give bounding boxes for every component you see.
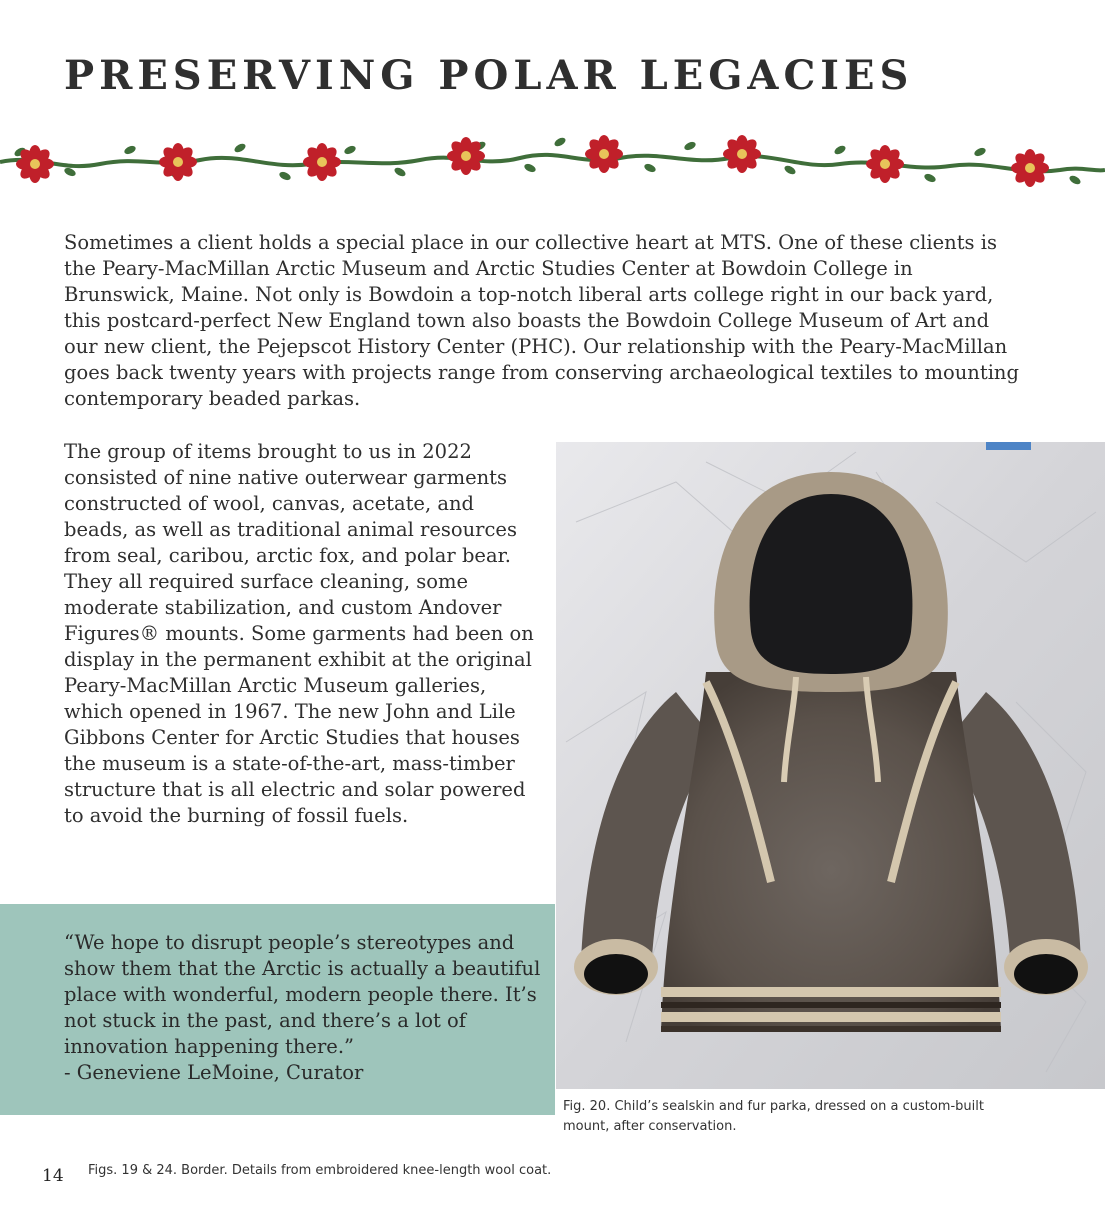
intro-paragraph: Sometimes a client holds a special place in our collective heart at MTS. One of these clients is the Peary-MacMillan Arctic Museum and Arctic Studies Center at Bowdoin College in Brunswick, Maine. Not only is Bowdoin a top-notch liberal arts college right in our back yard, this postcard-perfect New England town also boasts the Bowdoin College Museum of Art and our new client, the Pejepscot History Center (PHC). Our relationship with the Peary-MacMillan goes back twenty years with projects range from conserving archaeological textiles to mounting contemporary beaded parkas.: [64, 231, 1019, 410]
page-title: PRESERVING POLAR LEGACIES: [64, 52, 914, 99]
flower-icon: [1011, 149, 1049, 187]
body-paragraph: The group of items brought to us in 2022 consisted of nine native outerwear garments constructed of wool, canvas, acetate, and beads, as well as traditional animal resources from seal, caribou, arctic fox, and polar bear. They all required surface cleaning, some moderate stabilization, and custom Andover Figures® mounts. Some garments had been on display in the permanent exhibit at the original Peary-MacMillan Arctic Museum galleries, which opened in 1967. The new John and Lile Gibbons Center for Arctic Studies that houses the museum is a state-of-the-art, mass-timber structure that is all electric and solar powered to avoid the burning of fossil fuels.: [64, 440, 534, 827]
flower-icon: [16, 145, 54, 183]
flower-icon: [585, 135, 623, 173]
flower-icon: [447, 137, 485, 175]
page-number: 14: [42, 1166, 64, 1186]
embroidered-vine-border: [0, 128, 1105, 198]
figure-caption: Fig. 20. Child’s sealskin and fur parka, dressed on a custom-built mount, after conservation.: [563, 1099, 984, 1134]
flower-icon: [723, 135, 761, 173]
quote-text: “We hope to disrupt people’s stereotypes and show them that the Arctic is actually a beautiful place with wonderful, modern people there. It’s not stuck in the past, and there’s a lot of innovation happening there.”: [64, 931, 541, 1058]
curator-quote: [64, 930, 544, 1086]
footnote: Figs. 19 & 24. Border. Details from embroidered knee-length wool coat.: [88, 1163, 552, 1178]
flower-icon: [866, 145, 904, 183]
quote-attribution: - Geneviene LeMoine, Curator: [64, 1061, 364, 1084]
parka-photo: [556, 442, 1105, 1089]
flower-icon: [303, 143, 341, 181]
flower-icon: [159, 143, 197, 181]
